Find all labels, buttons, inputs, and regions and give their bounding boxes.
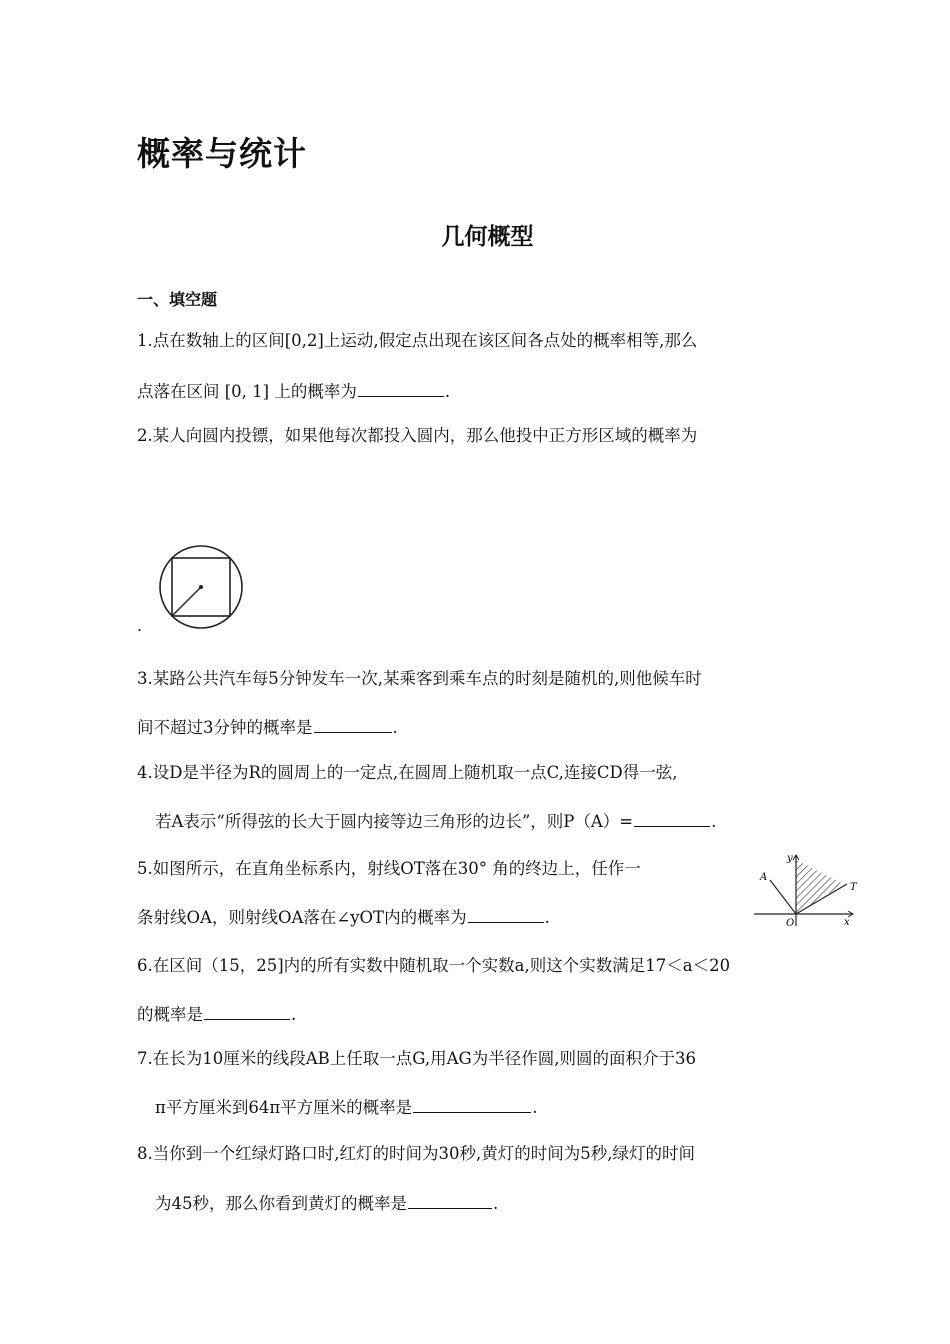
question-3-line-2 <box>137 716 398 740</box>
question-5-line-1: 5.如图所示，在直角坐标系内，射线OT落在30° 角的终边上，任作一 <box>137 859 641 878</box>
ray-oa <box>770 880 796 914</box>
center-dot <box>199 585 203 589</box>
question-6-end: . <box>291 1005 297 1024</box>
question-2-end: . <box>137 616 143 635</box>
question-5-end: . <box>544 908 550 927</box>
question-1-line-1: 1.点在数轴上的区间[0,2]上运动,假定点出现在该区间各点处的概率相等,那么 <box>137 331 698 350</box>
question-7-line-1: 7.在长为10厘米的线段AB上任取一点G,用AG为半径作圆,则圆的面积介于36 <box>137 1049 696 1068</box>
label-x: x <box>844 917 850 928</box>
question-4-text: 若A表示“所得弦的长大于圆内接等边三角形的边长”，则P（A）= <box>155 812 634 831</box>
question-6-line-2 <box>137 1003 296 1027</box>
answer-blank-5[interactable] <box>468 906 544 923</box>
question-8-line-1: 8.当你到一个红绿灯路口时,红灯的时间为30秒,黄灯的时间为5秒,绿灯的时间 <box>137 1144 695 1163</box>
label-t: T <box>850 882 857 893</box>
answer-blank-6[interactable] <box>204 1003 290 1020</box>
document-title: 概率与统计 <box>137 134 307 173</box>
answer-blank-1[interactable] <box>358 380 444 397</box>
question-7-end: . <box>532 1098 538 1117</box>
question-8-line-2 <box>155 1192 498 1216</box>
question-2-line-1: 2.某人向圆内投镖，如果他每次都投入圆内，那么他投中正方形区域的概率为 <box>137 426 698 445</box>
answer-blank-4[interactable] <box>634 810 710 827</box>
question-5-text: 条射线OA，则射线OA落在∠yOT内的概率为 <box>137 908 467 927</box>
circle-square-figure <box>157 545 247 629</box>
question-4-line-2 <box>155 810 716 834</box>
label-a: A <box>760 872 768 883</box>
question-1-end: . <box>444 382 451 401</box>
question-3-text: 间不超过3分钟的概率是 <box>137 718 313 737</box>
answer-blank-3[interactable] <box>314 716 392 733</box>
label-y: y <box>787 853 793 864</box>
question-6-text: 的概率是 <box>137 1005 203 1024</box>
question-4-end: . <box>711 812 717 831</box>
question-3-end: . <box>392 718 398 737</box>
question-7-text: π平方厘米到64π平方厘米的概率是 <box>155 1098 413 1117</box>
coordinate-ray-figure <box>752 850 867 930</box>
question-1-line-2 <box>137 380 450 404</box>
part-heading: 一、填空题 <box>137 290 218 309</box>
shaded-region <box>796 860 844 914</box>
question-8-end: . <box>493 1194 499 1213</box>
question-3-line-1: 3.某路公共汽车每5分钟发车一次,某乘客到乘车点的时刻是随机的,则他候车时 <box>137 669 702 688</box>
answer-blank-7[interactable] <box>413 1096 531 1113</box>
label-o: O <box>786 918 795 929</box>
question-6-line-1: 6.在区间（15，25]内的所有实数中随机取一个实数a,则这个实数满足17＜a＜20 <box>137 956 731 975</box>
section-title: 几何概型 <box>441 224 534 250</box>
radius-line <box>172 587 201 616</box>
question-7-line-2 <box>155 1096 537 1120</box>
question-1-text: 点落在区间 [0, 1] 上的概率为 <box>137 382 357 401</box>
question-8-text: 为45秒，那么你看到黄灯的概率是 <box>155 1194 407 1213</box>
question-5-line-2 <box>137 906 550 930</box>
answer-blank-8[interactable] <box>408 1192 492 1209</box>
question-4-line-1: 4.设D是半径为R的圆周上的一定点,在圆周上随机取一点C,连接CD得一弦, <box>137 763 678 782</box>
